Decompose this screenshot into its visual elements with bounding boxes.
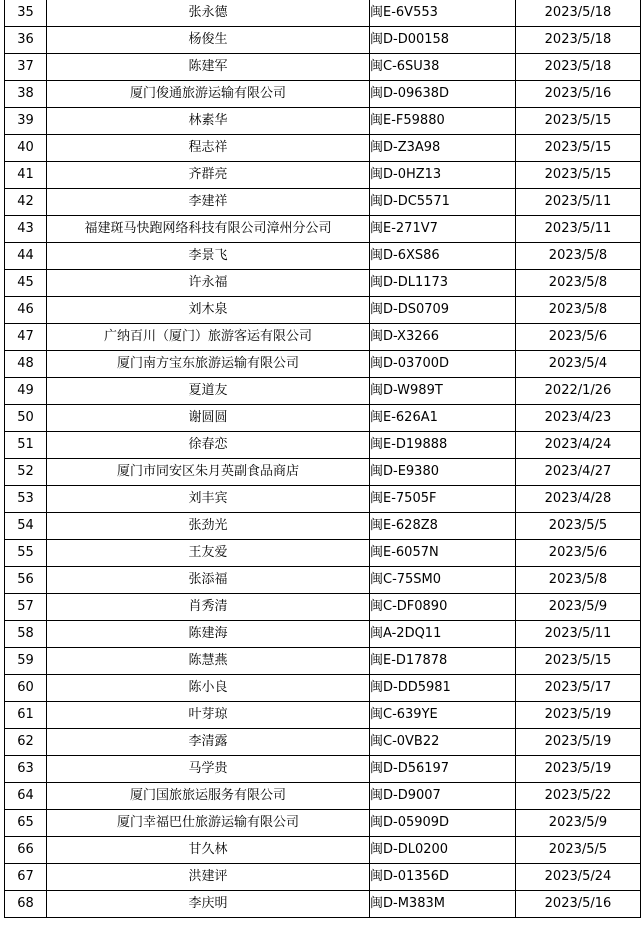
- owner-name-cell: 张永德: [47, 0, 370, 27]
- plate-number-cell: 闽C-0VB22: [370, 729, 516, 756]
- row-number-cell: 54: [5, 513, 47, 540]
- row-number-cell: 50: [5, 405, 47, 432]
- owner-name-cell: 厦门国旅旅运服务有限公司: [47, 783, 370, 810]
- plate-number-cell: 闽E-628Z8: [370, 513, 516, 540]
- date-cell: 2023/5/24: [516, 864, 641, 891]
- row-number-cell: 62: [5, 729, 47, 756]
- date-cell: 2023/5/18: [516, 0, 641, 27]
- plate-number-cell: 闽D-DC5571: [370, 189, 516, 216]
- date-cell: 2023/5/15: [516, 135, 641, 162]
- owner-name-cell: 夏道友: [47, 378, 370, 405]
- owner-name-cell: 谢圆圆: [47, 405, 370, 432]
- date-cell: 2023/5/6: [516, 324, 641, 351]
- date-cell: 2023/5/4: [516, 351, 641, 378]
- date-cell: 2022/1/26: [516, 378, 641, 405]
- row-number-cell: 46: [5, 297, 47, 324]
- row-number-cell: 45: [5, 270, 47, 297]
- date-cell: 2023/5/22: [516, 783, 641, 810]
- date-cell: 2023/5/8: [516, 567, 641, 594]
- table-row: [5, 486, 641, 513]
- row-number-cell: 64: [5, 783, 47, 810]
- row-number-cell: 56: [5, 567, 47, 594]
- row-number-cell: 38: [5, 81, 47, 108]
- date-cell: 2023/5/15: [516, 162, 641, 189]
- table-row: [5, 0, 641, 27]
- owner-name-cell: 厦门俊通旅游运输有限公司: [47, 81, 370, 108]
- row-number-cell: 66: [5, 837, 47, 864]
- owner-name-cell: 肖秀清: [47, 594, 370, 621]
- date-cell: 2023/5/9: [516, 810, 641, 837]
- plate-number-cell: 闽D-X3266: [370, 324, 516, 351]
- owner-name-cell: 陈建海: [47, 621, 370, 648]
- table-row: [5, 675, 641, 702]
- date-cell: 2023/5/5: [516, 513, 641, 540]
- row-number-cell: 47: [5, 324, 47, 351]
- owner-name-cell: 李庆明: [47, 891, 370, 918]
- owner-name-cell: 齐群亮: [47, 162, 370, 189]
- owner-name-cell: 广纳百川（厦门）旅游客运有限公司: [47, 324, 370, 351]
- table-row: [5, 135, 641, 162]
- row-number-cell: 68: [5, 891, 47, 918]
- date-cell: 2023/5/19: [516, 702, 641, 729]
- table-row: [5, 729, 641, 756]
- owner-name-cell: 张劲光: [47, 513, 370, 540]
- date-cell: 2023/4/28: [516, 486, 641, 513]
- date-cell: 2023/5/5: [516, 837, 641, 864]
- owner-name-cell: 王友爱: [47, 540, 370, 567]
- row-number-cell: 67: [5, 864, 47, 891]
- date-cell: 2023/5/19: [516, 729, 641, 756]
- plate-number-cell: 闽E-D19888: [370, 432, 516, 459]
- table-row: [5, 891, 641, 918]
- owner-name-cell: 程志祥: [47, 135, 370, 162]
- date-cell: 2023/5/17: [516, 675, 641, 702]
- plate-number-cell: 闽D-M383M: [370, 891, 516, 918]
- row-number-cell: 57: [5, 594, 47, 621]
- row-number-cell: 39: [5, 108, 47, 135]
- date-cell: 2023/5/15: [516, 648, 641, 675]
- table-row: [5, 540, 641, 567]
- row-number-cell: 60: [5, 675, 47, 702]
- row-number-cell: 61: [5, 702, 47, 729]
- table-row: [5, 810, 641, 837]
- table-row: [5, 594, 641, 621]
- date-cell: 2023/5/11: [516, 216, 641, 243]
- date-cell: 2023/5/9: [516, 594, 641, 621]
- owner-name-cell: 陈建军: [47, 54, 370, 81]
- table-row: [5, 459, 641, 486]
- plate-number-cell: 闽D-DD5981: [370, 675, 516, 702]
- row-number-cell: 40: [5, 135, 47, 162]
- row-number-cell: 55: [5, 540, 47, 567]
- plate-number-cell: 闽C-6SU38: [370, 54, 516, 81]
- owner-name-cell: 厦门市同安区朱月英副食品商店: [47, 459, 370, 486]
- owner-name-cell: 林素华: [47, 108, 370, 135]
- plate-number-cell: 闽D-01356D: [370, 864, 516, 891]
- row-number-cell: 42: [5, 189, 47, 216]
- owner-name-cell: 甘久林: [47, 837, 370, 864]
- plate-number-cell: 闽D-D56197: [370, 756, 516, 783]
- row-number-cell: 51: [5, 432, 47, 459]
- plate-number-cell: 闽E-F59880: [370, 108, 516, 135]
- table-row: [5, 702, 641, 729]
- records-table: [4, 0, 641, 918]
- plate-number-cell: 闽C-639YE: [370, 702, 516, 729]
- plate-number-cell: 闽C-75SM0: [370, 567, 516, 594]
- date-cell: 2023/5/16: [516, 81, 641, 108]
- plate-number-cell: 闽D-0HZ13: [370, 162, 516, 189]
- owner-name-cell: 李景飞: [47, 243, 370, 270]
- table-row: [5, 405, 641, 432]
- table-row: [5, 297, 641, 324]
- owner-name-cell: 福建斑马快跑网络科技有限公司漳州分公司: [47, 216, 370, 243]
- plate-number-cell: 闽E-6057N: [370, 540, 516, 567]
- row-number-cell: 65: [5, 810, 47, 837]
- owner-name-cell: 陈慧燕: [47, 648, 370, 675]
- owner-name-cell: 杨俊生: [47, 27, 370, 54]
- date-cell: 2023/4/23: [516, 405, 641, 432]
- owner-name-cell: 叶芽琼: [47, 702, 370, 729]
- plate-number-cell: 闽D-6XS86: [370, 243, 516, 270]
- plate-number-cell: 闽C-DF0890: [370, 594, 516, 621]
- row-number-cell: 63: [5, 756, 47, 783]
- date-cell: 2023/5/8: [516, 243, 641, 270]
- owner-name-cell: 厦门南方宝东旅游运输有限公司: [47, 351, 370, 378]
- owner-name-cell: 刘木泉: [47, 297, 370, 324]
- date-cell: 2023/5/15: [516, 108, 641, 135]
- date-cell: 2023/5/8: [516, 270, 641, 297]
- date-cell: 2023/5/6: [516, 540, 641, 567]
- table-row: [5, 864, 641, 891]
- row-number-cell: 41: [5, 162, 47, 189]
- row-number-cell: 58: [5, 621, 47, 648]
- date-cell: 2023/5/11: [516, 621, 641, 648]
- owner-name-cell: 徐春恋: [47, 432, 370, 459]
- table-row: [5, 567, 641, 594]
- table-row: [5, 837, 641, 864]
- plate-number-cell: 闽D-D9007: [370, 783, 516, 810]
- table-row: [5, 243, 641, 270]
- plate-number-cell: 闽D-09638D: [370, 81, 516, 108]
- date-cell: 2023/5/18: [516, 54, 641, 81]
- owner-name-cell: 许永福: [47, 270, 370, 297]
- plate-number-cell: 闽A-2DQ11: [370, 621, 516, 648]
- records-table-body: [5, 0, 641, 918]
- table-row: [5, 783, 641, 810]
- owner-name-cell: 刘丰宾: [47, 486, 370, 513]
- table-row: [5, 432, 641, 459]
- table-row: [5, 324, 641, 351]
- row-number-cell: 49: [5, 378, 47, 405]
- records-sheet: [4, 0, 640, 918]
- plate-number-cell: 闽D-Z3A98: [370, 135, 516, 162]
- owner-name-cell: 李清露: [47, 729, 370, 756]
- owner-name-cell: 陈小良: [47, 675, 370, 702]
- plate-number-cell: 闽D-03700D: [370, 351, 516, 378]
- plate-number-cell: 闽D-W989T: [370, 378, 516, 405]
- owner-name-cell: 厦门幸福巴仕旅游运输有限公司: [47, 810, 370, 837]
- date-cell: 2023/5/19: [516, 756, 641, 783]
- row-number-cell: 59: [5, 648, 47, 675]
- plate-number-cell: 闽E-271V7: [370, 216, 516, 243]
- row-number-cell: 53: [5, 486, 47, 513]
- table-row: [5, 270, 641, 297]
- owner-name-cell: 李建祥: [47, 189, 370, 216]
- plate-number-cell: 闽D-DL0200: [370, 837, 516, 864]
- table-row: [5, 81, 641, 108]
- plate-number-cell: 闽E-D17878: [370, 648, 516, 675]
- row-number-cell: 52: [5, 459, 47, 486]
- plate-number-cell: 闽D-D00158: [370, 27, 516, 54]
- plate-number-cell: 闽E-7505F: [370, 486, 516, 513]
- table-row: [5, 513, 641, 540]
- table-row: [5, 621, 641, 648]
- owner-name-cell: 马学贵: [47, 756, 370, 783]
- plate-number-cell: 闽E-6V553: [370, 0, 516, 27]
- row-number-cell: 37: [5, 54, 47, 81]
- date-cell: 2023/5/8: [516, 297, 641, 324]
- plate-number-cell: 闽D-05909D: [370, 810, 516, 837]
- row-number-cell: 43: [5, 216, 47, 243]
- row-number-cell: 48: [5, 351, 47, 378]
- table-row: [5, 351, 641, 378]
- date-cell: 2023/5/11: [516, 189, 641, 216]
- row-number-cell: 36: [5, 27, 47, 54]
- plate-number-cell: 闽E-626A1: [370, 405, 516, 432]
- table-row: [5, 756, 641, 783]
- table-row: [5, 27, 641, 54]
- row-number-cell: 35: [5, 0, 47, 27]
- plate-number-cell: 闽D-DS0709: [370, 297, 516, 324]
- owner-name-cell: 张添福: [47, 567, 370, 594]
- date-cell: 2023/5/16: [516, 891, 641, 918]
- owner-name-cell: 洪建评: [47, 864, 370, 891]
- date-cell: 2023/4/24: [516, 432, 641, 459]
- date-cell: 2023/5/18: [516, 27, 641, 54]
- table-row: [5, 54, 641, 81]
- table-row: [5, 378, 641, 405]
- date-cell: 2023/4/27: [516, 459, 641, 486]
- table-row: [5, 216, 641, 243]
- table-row: [5, 648, 641, 675]
- table-row: [5, 189, 641, 216]
- plate-number-cell: 闽D-E9380: [370, 459, 516, 486]
- row-number-cell: 44: [5, 243, 47, 270]
- plate-number-cell: 闽D-DL1173: [370, 270, 516, 297]
- table-row: [5, 162, 641, 189]
- table-row: [5, 108, 641, 135]
